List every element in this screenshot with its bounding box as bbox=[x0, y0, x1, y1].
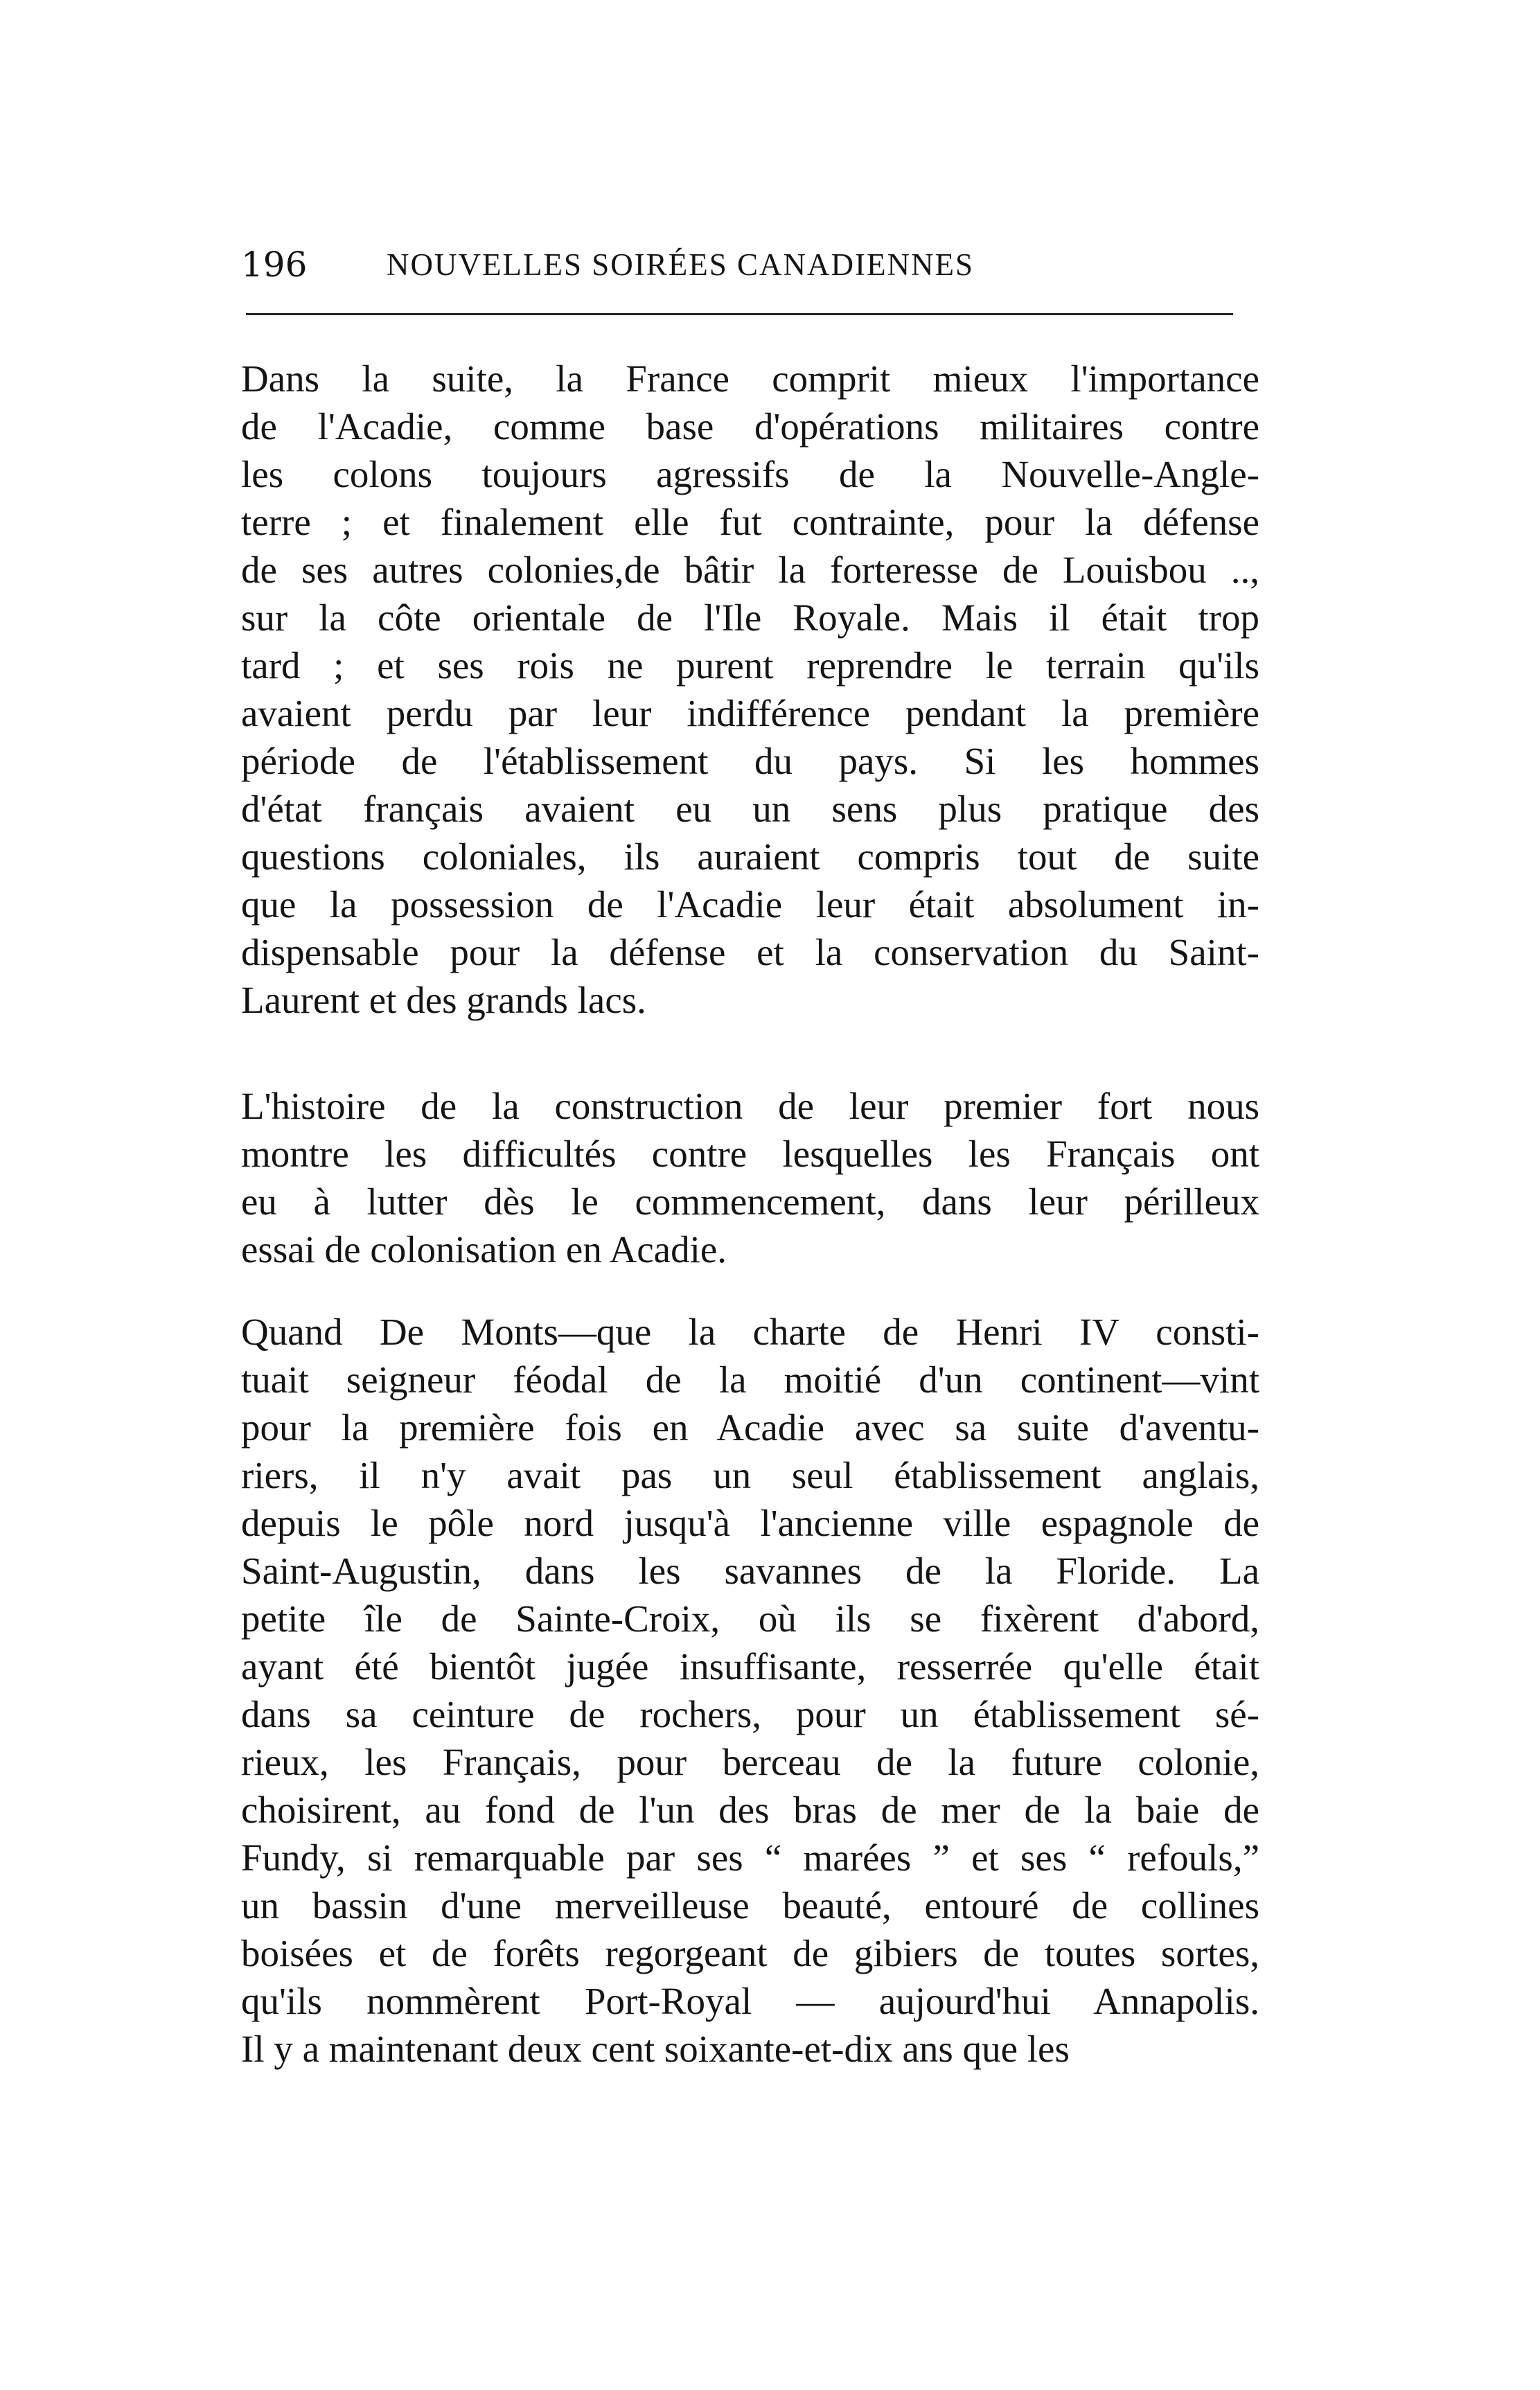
text-line: terre ; et finalement elle fut contrainte, pour la défense bbox=[241, 501, 1259, 543]
text-line: un bassin d'une merveilleuse beauté, entouré de collines bbox=[241, 1884, 1259, 1927]
paragraph-1 bbox=[241, 355, 1259, 1024]
text-line: petite île de Sainte-Croix, où ils se fixèrent d'abord, bbox=[241, 1597, 1259, 1640]
text-line: questions coloniales, ils auraient compris tout de suite bbox=[241, 835, 1259, 878]
text-line: période de l'établissement du pays. Si les hommes bbox=[241, 740, 1259, 782]
text-line: Il y a maintenant deux cent soixante-et-dix ans que les bbox=[241, 2028, 1070, 2070]
text-line: Fundy, si remarquable par ses “ marées ” et ses “ refouls,” bbox=[241, 1836, 1259, 1879]
text-line: tuait seigneur féodal de la moitié d'un continent—vint bbox=[241, 1358, 1259, 1401]
text-line: qu'ils nommèrent Port-Royal — aujourd'hui Annapolis. bbox=[241, 1980, 1259, 2022]
text-line: sur la côte orientale de l'Ile Royale. Mais il était trop bbox=[241, 596, 1259, 639]
text-line: de l'Acadie, comme base d'opérations militaires contre bbox=[241, 405, 1259, 448]
text-line: L'histoire de la construction de leur premier fort nous bbox=[241, 1085, 1259, 1127]
text-line: Saint-Augustin, dans les savannes de la Floride. La bbox=[241, 1550, 1259, 1592]
text-line: montre les difficultés contre lesquelles les Français ont bbox=[241, 1133, 1259, 1175]
text-line: Dans la suite, la France comprit mieux l'importance bbox=[241, 357, 1259, 400]
text-line: depuis le pôle nord jusqu'à l'ancienne ville espagnole de bbox=[241, 1502, 1259, 1544]
text-line: pour la première fois en Acadie avec sa suite d'aventu- bbox=[241, 1406, 1259, 1449]
text-line: ayant été bientôt jugée insuffisante, resserrée qu'elle était bbox=[241, 1645, 1259, 1688]
text-line: d'état français avaient eu un sens plus pratique des bbox=[241, 788, 1259, 830]
running-title: NOUVELLES SOIRÉES CANADIENNES bbox=[387, 247, 974, 282]
text-line: de ses autres colonies,de bâtir la forteresse de Louisbou .., bbox=[241, 549, 1259, 591]
header-rule bbox=[246, 313, 1233, 315]
text-line: riers, il n'y avait pas un seul établissement anglais, bbox=[241, 1454, 1259, 1496]
text-line: dans sa ceinture de rochers, pour un établissement sé- bbox=[241, 1693, 1259, 1735]
text-line: tard ; et ses rois ne purent reprendre le terrain qu'ils bbox=[241, 644, 1259, 687]
text-line: rieux, les Français, pour berceau de la future colonie, bbox=[241, 1741, 1259, 1783]
paragraph-3 bbox=[241, 1308, 1259, 2073]
paragraph-2 bbox=[241, 1082, 1259, 1273]
text-line: dispensable pour la défense et la conservation du Saint- bbox=[241, 931, 1259, 973]
text-line: essai de colonisation en Acadie. bbox=[241, 1228, 727, 1271]
text-line: avaient perdu par leur indifférence pendant la première bbox=[241, 692, 1259, 734]
text-line: Laurent et des grands lacs. bbox=[241, 979, 646, 1021]
text-line: eu à lutter dès le commencement, dans leur périlleux bbox=[241, 1180, 1259, 1223]
text-line: boisées et de forêts regorgeant de gibiers de toutes sortes, bbox=[241, 1932, 1259, 1974]
text-line: les colons toujours agressifs de la Nouvelle-Angle- bbox=[241, 453, 1259, 495]
text-line: choisirent, au fond de l'un des bras de mer de la baie de bbox=[241, 1789, 1259, 1831]
text-line: Quand De Monts—que la charte de Henri IV consti- bbox=[241, 1311, 1259, 1353]
text-line: que la possession de l'Acadie leur était absolument in- bbox=[241, 883, 1259, 926]
page-number: 196 bbox=[241, 245, 308, 285]
page-header bbox=[241, 244, 1232, 285]
